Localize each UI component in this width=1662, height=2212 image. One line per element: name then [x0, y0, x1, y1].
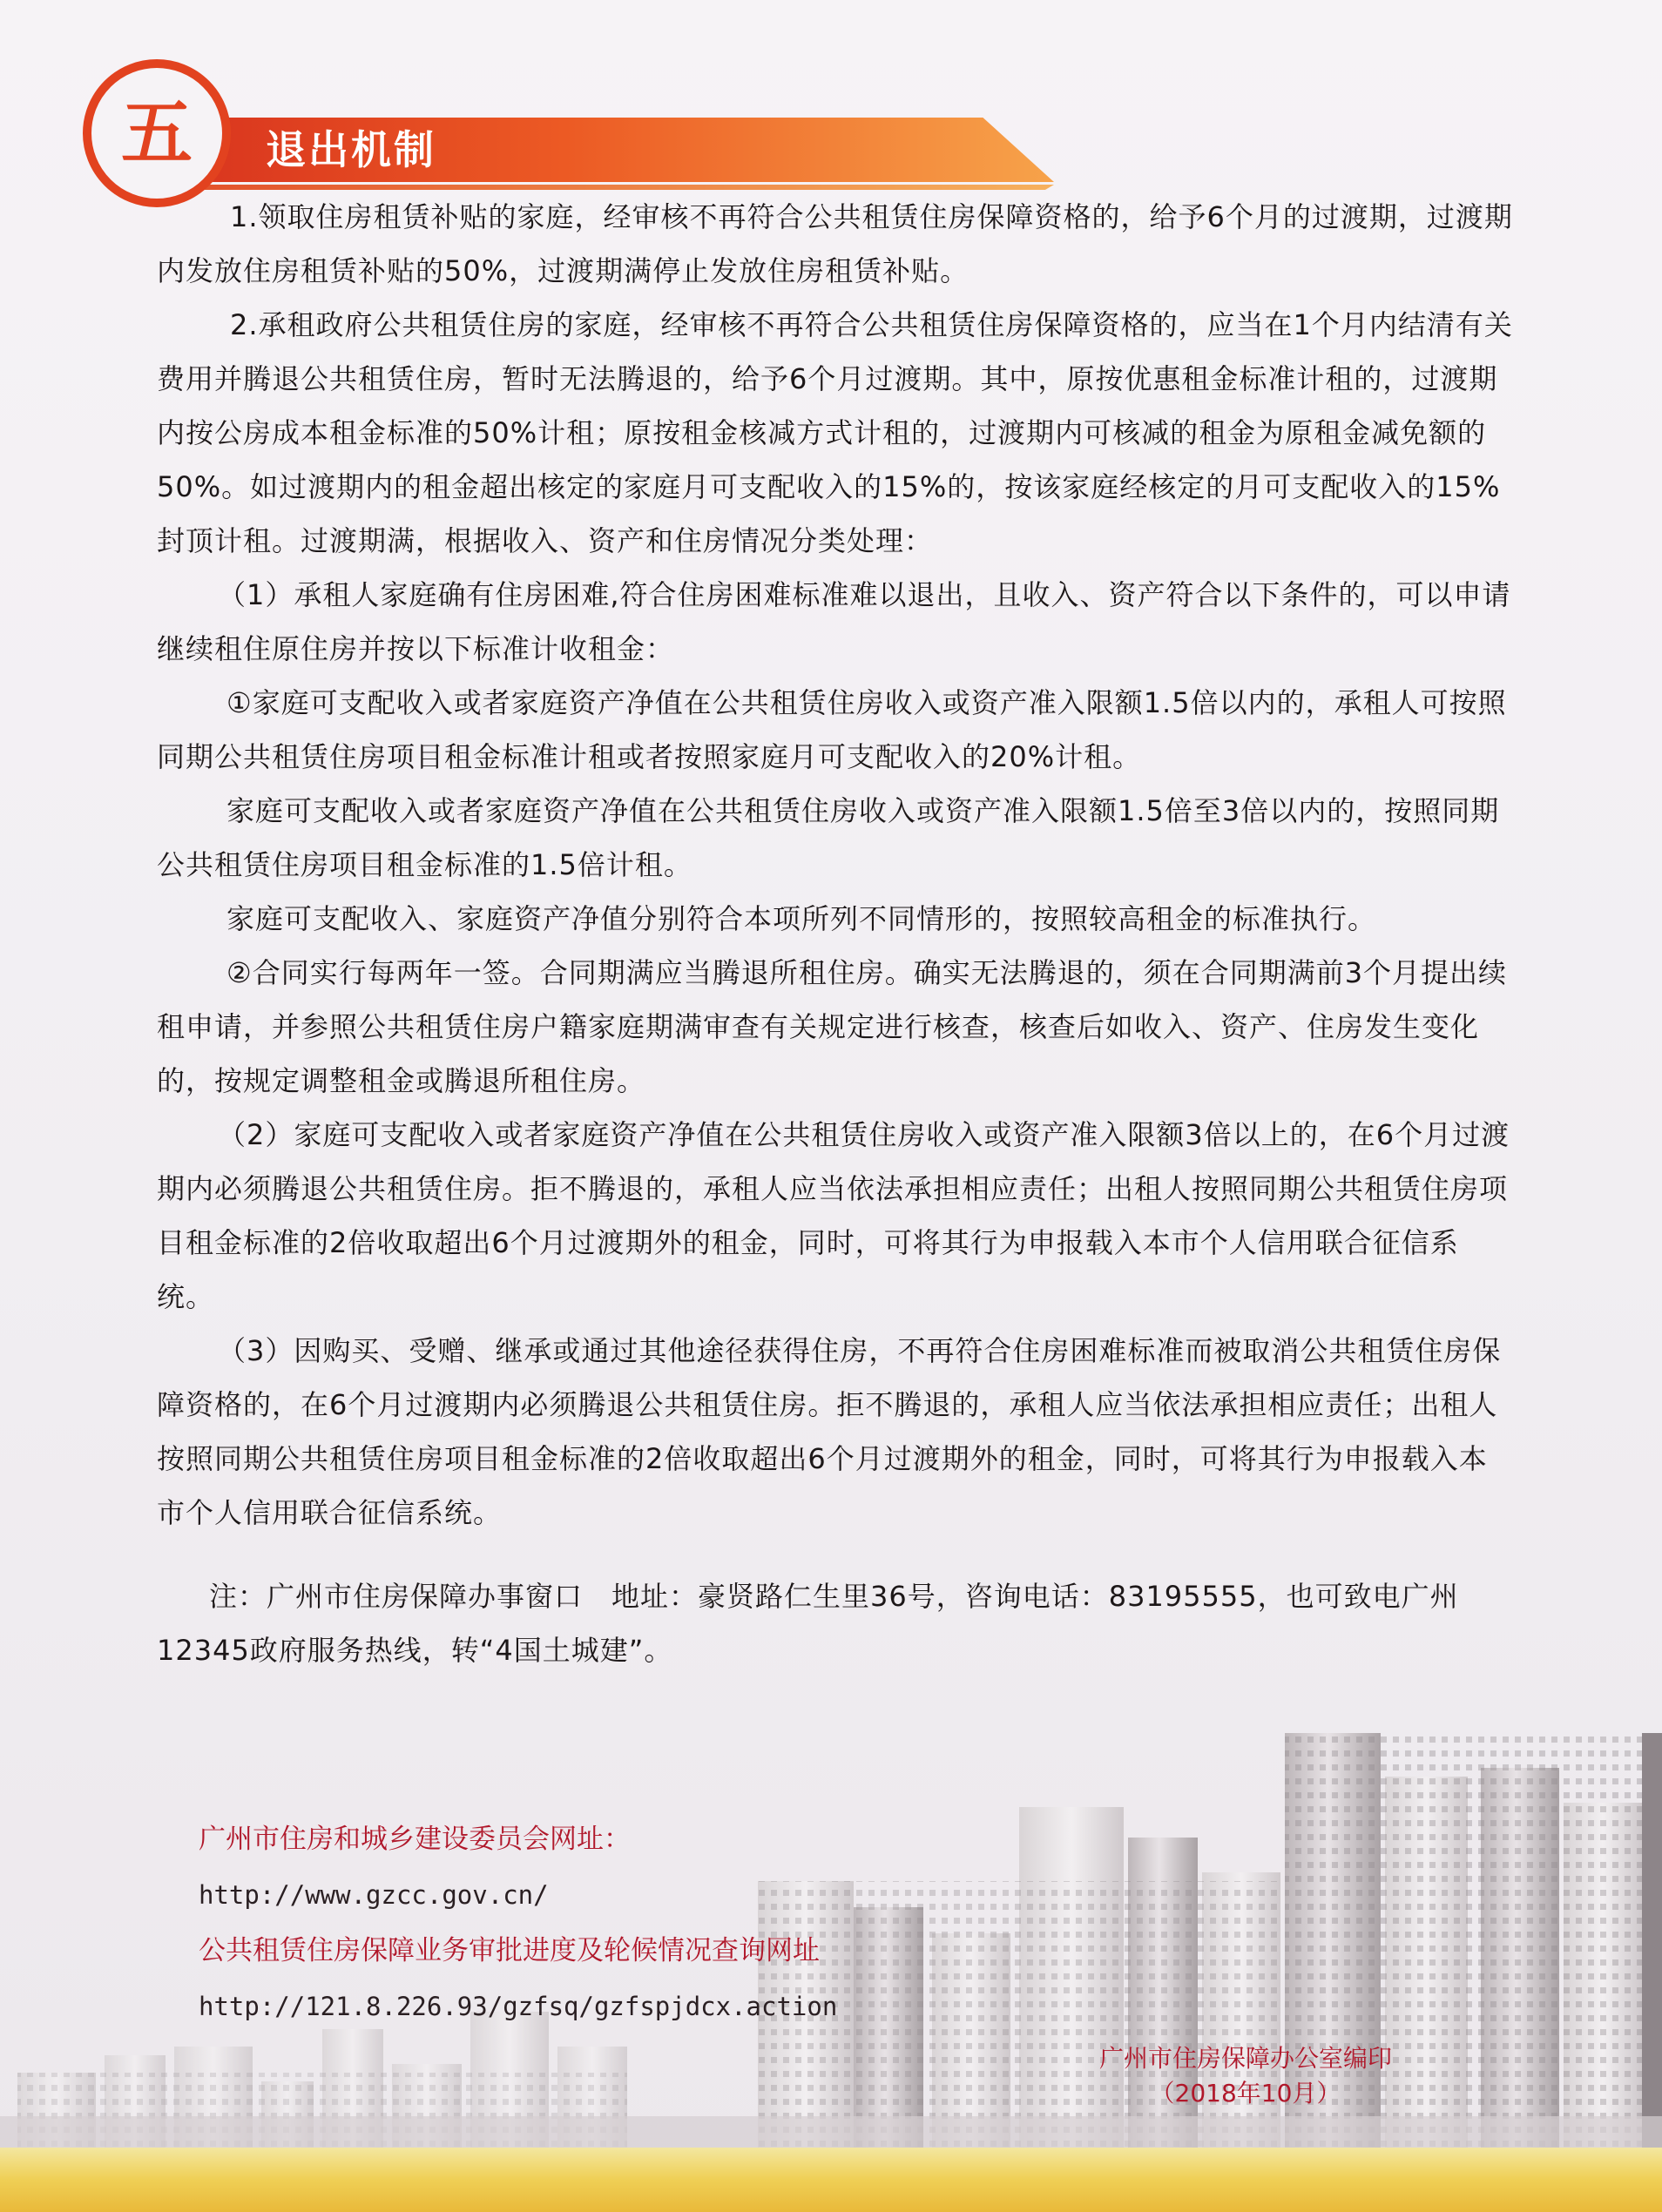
website-links — [199, 1811, 983, 2034]
paragraph-item-2: （2）家庭可支配收入或者家庭资产净值在公共租赁住房收入或资产准入限额3倍以上的，在6个月过渡期内必须腾退公共租赁住房。拒不腾退的，承租人应当依法承担相应责任；出租人按照同期公共租赁住房项目租金标准的2倍收取超出6个月过渡期外的租金，同时，可将其行为申报载入本市个人信用联合征信系统。 — [157, 1118, 1510, 1313]
section-number: 五 — [120, 91, 193, 175]
query-website-url[interactable]: http://121.8.226.93/gzfsq/gzfspjdcx.action — [199, 1992, 838, 2021]
section-title: 退出机制 — [266, 126, 436, 173]
bottom-decorative-band — [0, 2148, 1662, 2212]
paragraph-1: 1.领取住房租赁补贴的家庭，经审核不再符合公共租赁住房保障资格的，给予6个月的过渡期，过渡期内发放住房租赁补贴的50%，过渡期满停止发放住房租赁补贴。 — [157, 200, 1513, 287]
paragraph-item-3: （3）因购买、受赠、继承或通过其他途径获得住房，不再符合住房困难标准而被取消公共租赁住房保障资格的，在6个月过渡期内必须腾退公共租赁住房。拒不腾退的，承租人应当依法承担相应责任；出租人按照同期公共租赁住房项目租金标准的2倍收取超出6个月过渡期外的租金，同时，可将其行为申报载入本市个人信用联合征信系统。 — [157, 1334, 1502, 1529]
paragraph-item-1-c: 家庭可支配收入、家庭资产净值分别符合本项所列不同情形的，按照较高租金的标准执行。 — [226, 902, 1377, 935]
paragraph-item-1: （1）承租人家庭确有住房困难,符合住房困难标准难以退出，且收入、资产符合以下条件的，可以申请继续租住原住房并按以下标准计收租金： — [157, 578, 1511, 665]
paragraph-item-1-d: ②合同实行每两年一签。合同期满应当腾退所租住房。确实无法腾退的，须在合同期满前3个月提出续租申请，并参照公共租赁住房户籍家庭期满审查有关规定进行核查，核查后如收入、资产、住房发生变化的，按规定调整租金或腾退所租住房。 — [157, 956, 1508, 1097]
paragraph-item-1-a: ①家庭可支配收入或者家庭资产净值在公共租赁住房收入或资产准入限额1.5倍以内的，承租人可按照同期公共租赁住房项目租金标准计租或者按照家庭月可支配收入的20%计租。 — [157, 686, 1507, 773]
publish-date: （2018年10月） — [1150, 2079, 1341, 2107]
committee-website-label: 广州市住房和城乡建设委员会网址： — [199, 1824, 631, 1855]
query-website-label: 公共租赁住房保障业务审批进度及轮候情况查询网址 — [199, 1935, 820, 1966]
body-text — [157, 190, 1516, 1677]
compiler-name: 广州市住房保障办公室编印 — [1098, 2044, 1392, 2073]
compiler-info — [1045, 2041, 1446, 2111]
paragraph-2: 2.承租政府公共租赁住房的家庭，经审核不再符合公共租赁住房保障资格的，应当在1个月内结清有关费用并腾退公共租赁住房，暂时无法腾退的，给予6个月过渡期。其中，原按优惠租金标准计租的，过渡期内按公房成本租金标准的50%计租；原按租金核减方式计租的，过渡期内可核减的租金为原租金减免额的50%。如过渡期内的租金超出核定的家庭月可支配收入的15%的，按该家庭经核定的月可支配收入的15%封顶计租。过渡期满，根据收入、资产和住房情况分类处理： — [157, 308, 1513, 557]
committee-website-url[interactable]: http://www.gzcc.gov.cn/ — [199, 1880, 549, 1910]
paragraph-item-1-b: 家庭可支配收入或者家庭资产净值在公共租赁住房收入或资产准入限额1.5倍至3倍以内的，按照同期公共租赁住房项目租金标准的1.5倍计租。 — [157, 794, 1500, 881]
contact-note: 注：广州市住房保障办事窗口 地址：豪贤路仁生里36号，咨询电话：83195555，也可致电广州12345政府服务热线，转“4国土城建”。 — [157, 1580, 1459, 1667]
